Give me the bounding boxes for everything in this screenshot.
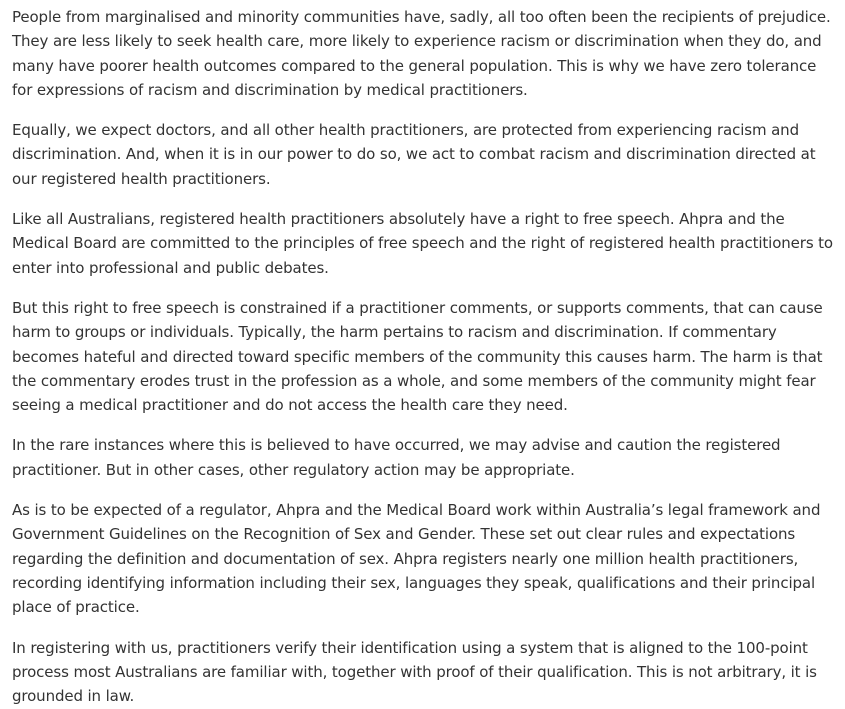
paragraph-harm: But this right to free speech is constrained if a practitioner comments, or supports comments, that can cause harm to groups or individuals. Typically, the harm pertains to racism and discrimination. If commentary becomes hateful and directed toward specific members of the community this causes harm. The harm is that the commentary erodes trust in the profession as a whole, and some members of the community might fear seeing a medical practitioner and do not access the health care they need. [12, 298, 823, 415]
paragraph-registration: In registering with us, practitioners verify their identification using a system that is aligned to the 100-point process most Australians are familiar with, together with proof of their qualification. This is not arbitrary, it is grounded in law. [12, 638, 817, 706]
paragraph-regulatory-action: In the rare instances where this is believed to have occurred, we may advise and caution the registered practitioner. But in other cases, other regulatory action may be appropriate. [12, 436, 781, 479]
paragraph-protection: Equally, we expect doctors, and all other health practitioners, are protected from experiencing racism and discrimination. And, when it is in our power to do so, we act to combat racism and discrimination directed at our registered health practitioners. [12, 121, 816, 188]
paragraph-legal-framework: As is to be expected of a regulator, Ahpra and the Medical Board work within Australia’s legal framework and Government Guidelines on the Recognition of Sex and Gender. These set out clear rules and expectations regarding the definition and documentation of sex. Ahpra registers nearly one million health practitioners, recording identifying information including their sex, languages they speak, qualifications and their principal place of practice. [12, 501, 821, 617]
paragraph-free-speech: Like all Australians, registered health practitioners absolutely have a right to free speech. Ahpra and the Medical Board are committed to the principles of free speech and the right of registered health practitioners to enter into professional and public debates. [12, 210, 833, 277]
paragraph-prejudice: People from marginalised and minority communities have, sadly, all too often been the recipients of prejudice. They are less likely to seek health care, more likely to experience racism or discrimination when they do, and many have poorer health outcomes compared to the general population. This is why we have zero tolerance for expressions of racism and discrimination by medical practitioners. [12, 8, 831, 99]
